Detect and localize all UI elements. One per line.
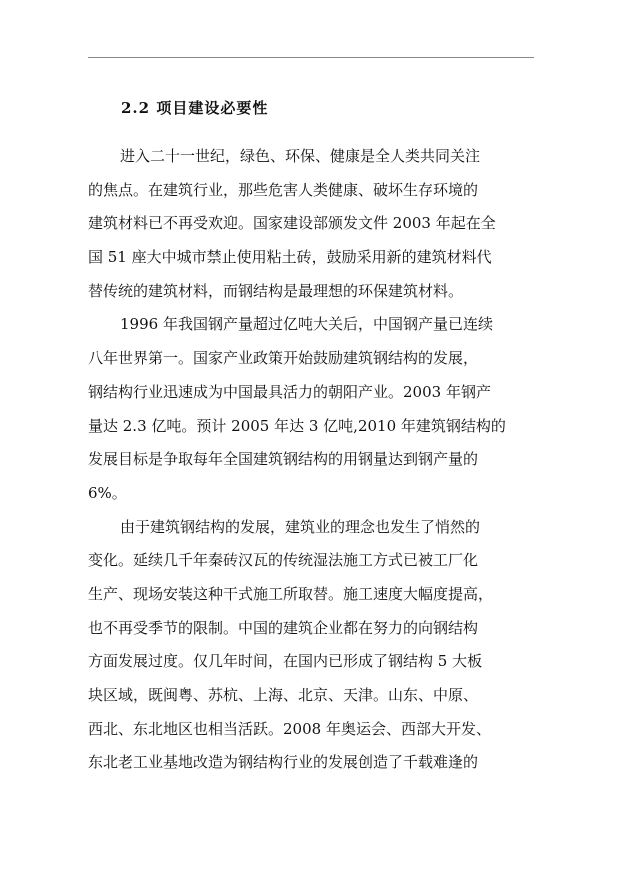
text-line: 东北老工业基地改造为钢结构行业的发展创造了千载难逢的	[88, 753, 479, 772]
text-line: 6%。	[88, 483, 127, 502]
text-line: 量达 2.3 亿吨。预计 2005 年达 3 亿吨,2010 年建筑钢结构的	[88, 416, 506, 435]
text-line: 也不再受季节的限制。中国的建筑企业都在努力的向钢结构	[88, 618, 479, 637]
text-line: 替传统的建筑材料，而钢结构是最理想的环保建筑材料。	[88, 281, 464, 300]
text-line: 进入二十一世纪，绿色、环保、健康是全人类共同关注	[120, 147, 481, 165]
document-body	[88, 140, 538, 780]
text-line: 钢结构行业迅速成为中国最具活力的朝阳产业。2003 年钢产	[88, 382, 491, 401]
text-line: 发展目标是争取每年全国建筑钢结构的用钢量达到钢产量的	[88, 450, 479, 469]
paragraph	[88, 140, 538, 308]
text-line: 变化。延续几千年秦砖汉瓦的传统湿法施工方式已被工厂化	[88, 551, 479, 570]
text-line: 的焦点。在建筑行业，那些危害人类健康、破坏生存环境的	[88, 180, 479, 199]
section-heading: 2.2 项目建设必要性	[121, 99, 269, 117]
text-line: 由于建筑钢结构的发展，建筑业的理念也发生了悄然的	[120, 517, 481, 536]
text-line: 八年世界第一。国家产业政策开始鼓励建筑钢结构的发展，	[88, 349, 479, 368]
text-line: 国 51 座大中城市禁止使用粘土砖，鼓励采用新的建筑材料代	[88, 248, 492, 267]
text-line: 方面发展过度。仅几年时间，在国内已形成了钢结构 5 大板	[88, 652, 483, 671]
text-line: 块区域，既闽粤、苏杭、上海、北京、天津。山东、中原、	[88, 686, 479, 704]
text-line: 生产、现场安装这种干式施工所取替。施工速度大幅度提高，	[88, 584, 494, 603]
text-line: 西北、东北地区也相当活跃。2008 年奥运会、西部大开发、	[88, 719, 491, 738]
paragraph	[88, 511, 538, 781]
header-rule	[88, 57, 534, 58]
text-line: 1996 年我国钢产量超过亿吨大关后，中国钢产量已连续	[120, 315, 493, 334]
paragraph	[88, 308, 538, 510]
text-line: 建筑材料已不再受欢迎。国家建设部颁发文件 2003 年起在全	[88, 214, 496, 233]
